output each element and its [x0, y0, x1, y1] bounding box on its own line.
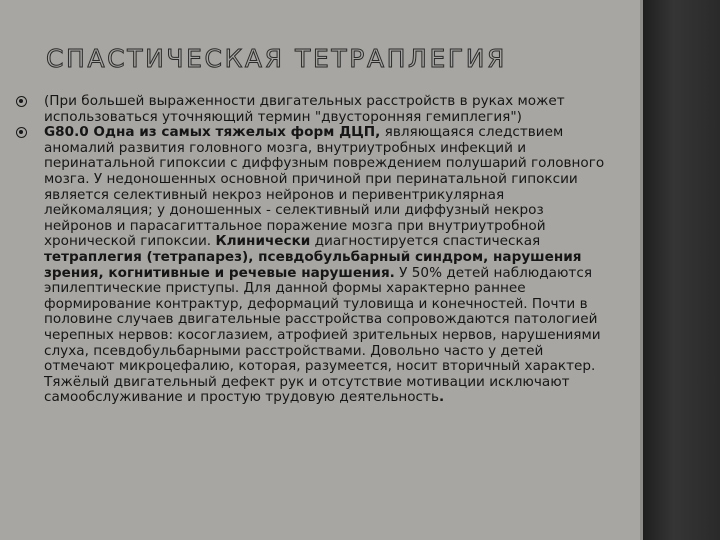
bullet-list [16, 94, 616, 406]
circle-bullet-icon [16, 127, 27, 138]
bullet-item-2 [16, 125, 616, 406]
bullet-text-part: диагностируется спастическая [310, 233, 541, 250]
bullet-item-1 [16, 94, 616, 125]
bullet-text: (При большей выраженности двигательных расстройств в руках может использоваться уточняющий термин "двусторонняя гемиплегия") [44, 93, 565, 125]
bullet-end: . [438, 389, 445, 406]
diagnosis-code: G80.0 [44, 124, 89, 141]
clinical-term: Клинически [215, 233, 311, 250]
bullet-text-part: являющаяся следствием аномалий развития головного мозга, внутриутробных инфекций и перинатальной гипоксии с диффузным повреждением полушарий головного мозга. У недоношенных основной причиной при перинатальной гипоксии является селективный некроз нейронов и перивентрикулярная лейкомаляция; у доношенных - селективный или диффузный некроз нейронов и парасагиттальное поражение мозга при внутриутробной хронической гипоксии. [44, 124, 605, 250]
slide-title: СПАСТИЧЕСКАЯ ТЕТРАПЛЕГИЯ [46, 44, 507, 73]
circle-bullet-icon [16, 96, 27, 107]
decorative-side-bar [643, 0, 720, 540]
tetraplegia-term: тетраплегия (тетрапарез), псевдобульбарный синдром, нарушения зрения, когнитивные и речевые нарушения. [44, 248, 582, 281]
bullet-text-part: У 50% детей наблюдаются эпилептические приступы. Для данной формы характерно раннее формирование контрактур, деформаций туловища и конечностей. Почти в половине случаев двигательные расстройства сопровождаются патологией черепных нервов: косоглазием, атрофией зрительных нервов, нарушениями слуха, псевдобульбарными расстройствами. Довольно часто у детей отмечают микроцефалию, которая, разумеется, носит вторичный характер. Тяжёлый двигательный дефект рук и отсутствие мотивации исключают самообслуживание и простую трудовую деятельность [44, 264, 601, 406]
bullet-lead: Одна из самых тяжелых форм ДЦП, [88, 124, 381, 141]
